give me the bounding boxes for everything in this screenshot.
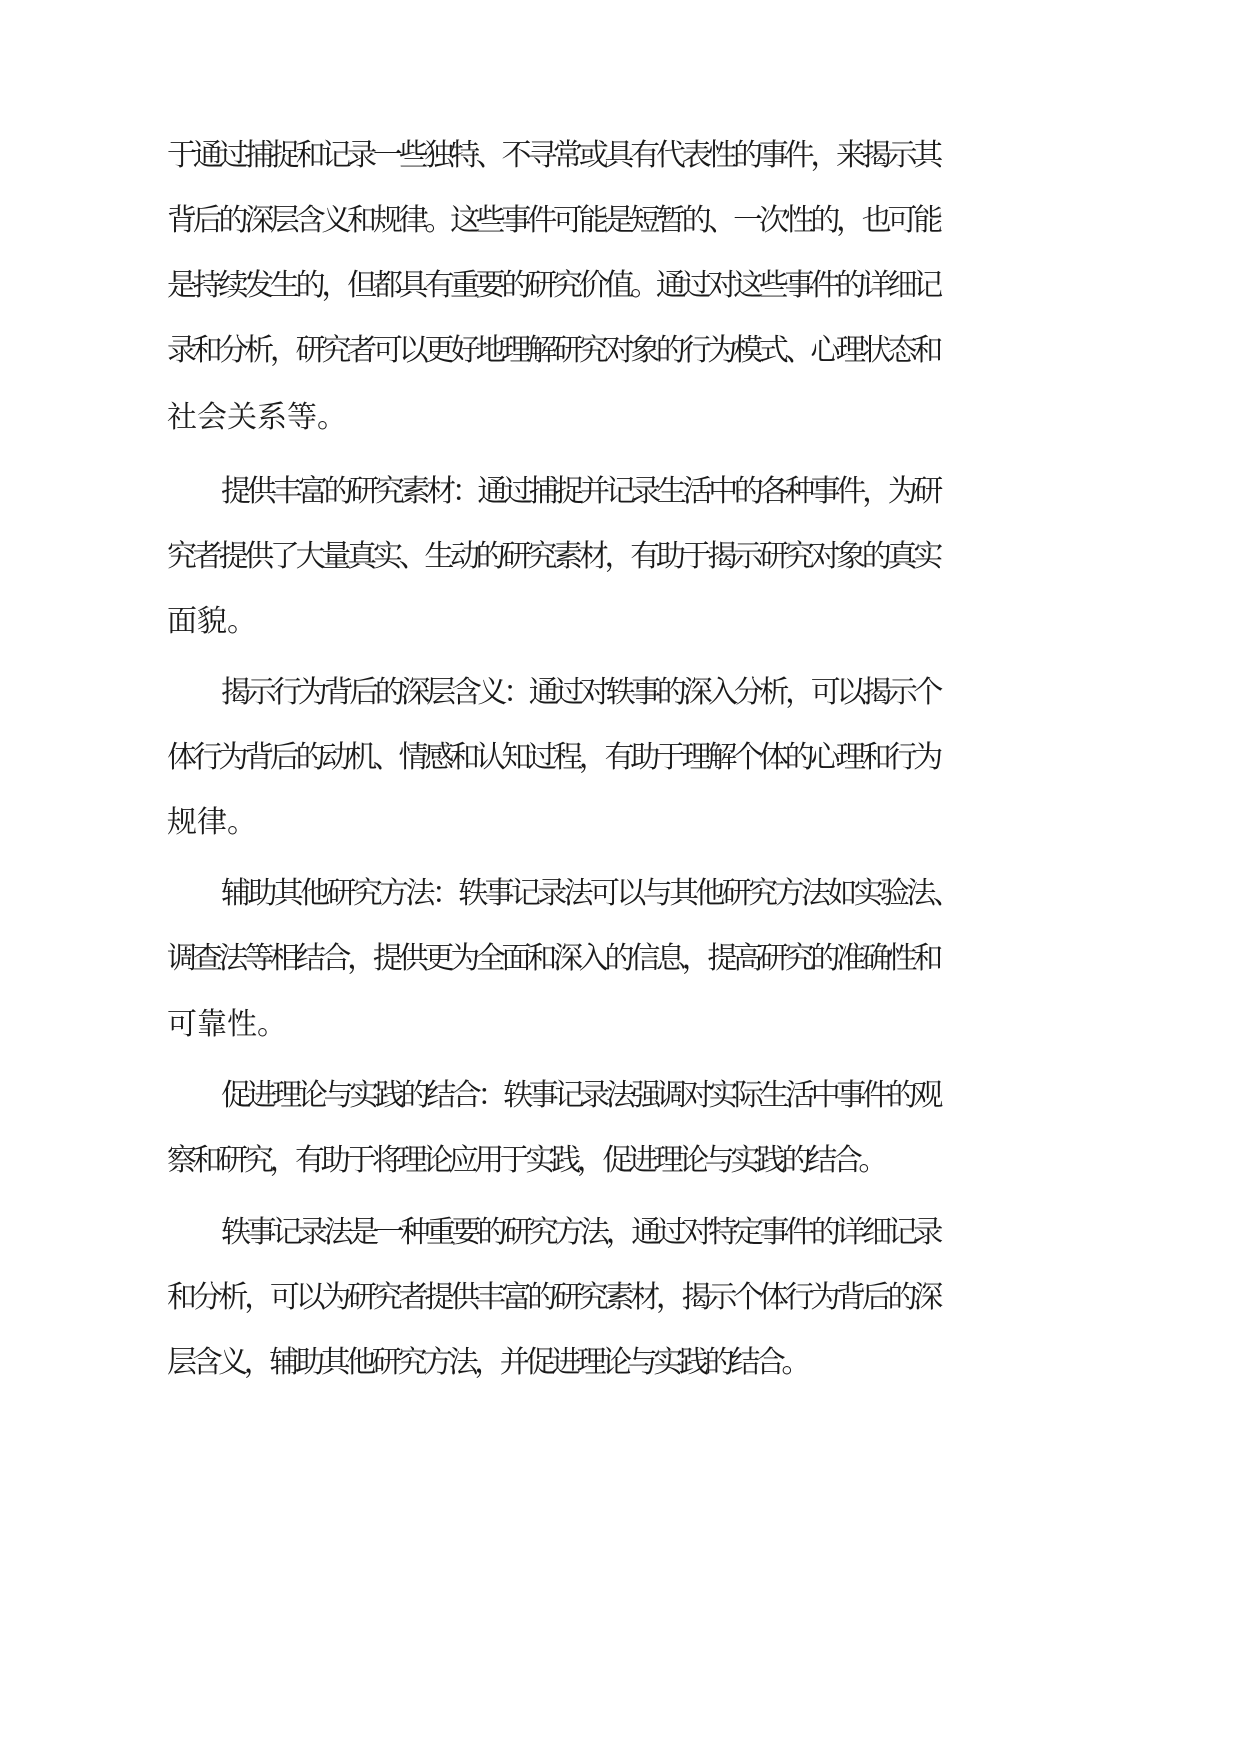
- line-text: 于通过捕捉和记录一些独特、不寻常或具有代表性的事件，来揭示其: [167, 138, 939, 173]
- text-line: [0, 196, 1241, 246]
- line-text: 察和研究，有助于将理论应用于实践，促进理论与实践的结合。: [167, 1143, 884, 1178]
- text-line: [0, 733, 1241, 783]
- text-line: [0, 934, 1241, 984]
- text-line: [0, 1071, 1241, 1121]
- text-line: [0, 1338, 1241, 1388]
- line-text: 录和分析，研究者可以更好地理解研究对象的行为模式、心理状态和: [167, 333, 939, 368]
- text-line: [0, 532, 1241, 582]
- text-line: [0, 798, 1241, 848]
- text-line: [0, 131, 1241, 181]
- line-text: 调查法等相结合，提供更为全面和深入的信息，提高研究的准确性和: [167, 941, 939, 976]
- line-text: 究者提供了大量真实、生动的研究素材，有助于揭示研究对象的真实: [167, 539, 939, 574]
- text-line: [0, 326, 1241, 376]
- line-text: 面貌。: [167, 604, 257, 639]
- line-text: 提供丰富的研究素材：通过捕捉并记录生活中的各种事件，为研: [221, 474, 940, 509]
- line-text: 层含义，辅助其他研究方法，并促进理论与实践的结合。: [167, 1345, 807, 1380]
- line-text: 可靠性。: [167, 1007, 287, 1042]
- line-text: 规律。: [167, 805, 257, 840]
- text-line: [0, 869, 1241, 919]
- line-text: 辅助其他研究方法：轶事记录法可以与其他研究方法如实验法、: [221, 876, 959, 911]
- line-text: 和分析，可以为研究者提供丰富的研究素材，揭示个体行为背后的深: [167, 1280, 939, 1315]
- line-text: 是持续发生的，但都具有重要的研究价值。通过对这些事件的详细记: [167, 268, 939, 303]
- line-text: 背后的深层含义和规律。这些事件可能是短暂的、一次性的，也可能: [167, 203, 939, 238]
- line-text: 揭示行为背后的深层含义：通过对轶事的深入分析，可以揭示个: [221, 675, 940, 710]
- line-text: 轶事记录法是一种重要的研究方法，通过对特定事件的详细记录: [221, 1215, 940, 1250]
- text-line: [0, 393, 1241, 443]
- text-line: [0, 261, 1241, 311]
- text-line: [0, 597, 1241, 647]
- text-line: [0, 467, 1241, 517]
- line-text: 促进理论与实践的结合：轶事记录法强调对实际生活中事件的观: [221, 1078, 940, 1113]
- text-line: [0, 1136, 1241, 1186]
- text-line: [0, 1273, 1241, 1323]
- line-text: 体行为背后的动机、情感和认知过程，有助于理解个体的心理和行为: [167, 740, 939, 775]
- text-line: [0, 1208, 1241, 1258]
- line-text: 社会关系等。: [167, 400, 347, 435]
- text-line: [0, 668, 1241, 718]
- text-line: [0, 1000, 1241, 1050]
